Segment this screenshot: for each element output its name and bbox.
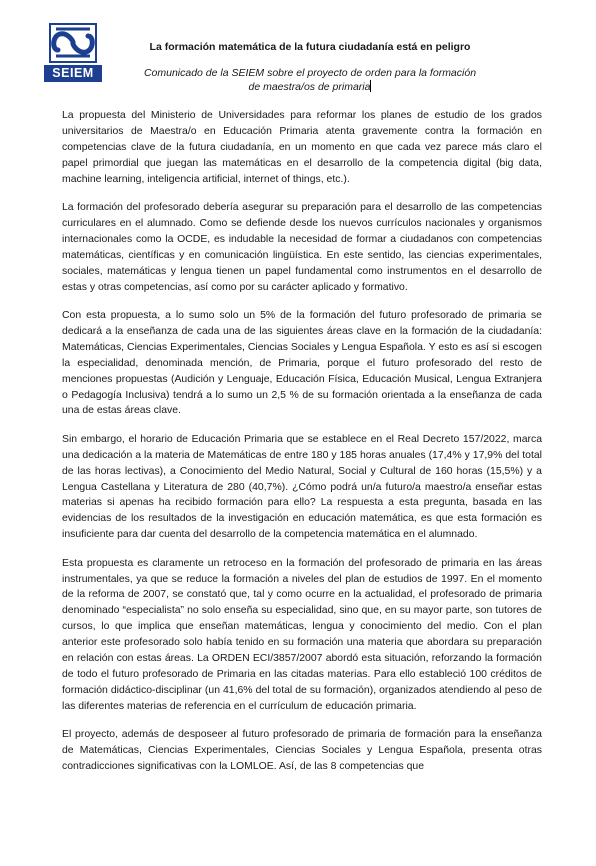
- paragraph: La formación del profesorado debería asegurar su preparación para el desarrollo de las competencias curriculares en el alumnado. Como se defiende desde los nuevos currículos nacionales y organismos internacionales como la OCDE, es indudable la necesidad de formar a ciudadanos con competencias matemáticas, científicas y en comunicación lingüística. En este sentido, las ciencias experimentales, sociales, matemáticas y lengua tienen un papel fundamental como instrumentos en el desarrollo de estas y otras competencias, así como por su carácter aplicado y formativo.: [62, 202, 542, 293]
- paragraph: Esta propuesta es claramente un retroceso en la formación del profesorado de primaria en las áreas instrumentales, ya que se reduce la formación a niveles del plan de estudios de 1997. En el momento de la reforma de 2007, se constató que, tal y como ocurre en la actualidad, el profesorado de primaria denominado “especialista” no solo enseña su especialidad, sino que, en su mayor parte, son tutores de cursos, lo que implica que enseñan matemáticas, lengua y conocimiento del medio. Con el plan anterior este profesorado solo había tenido en su formación una materia que abordara su preparación en relación con estas áreas. La ORDEN ECI/3857/2007 abordó esta situación, reforzando la formación de todo el futuro profesorado de Primaria en las citadas materias. Para ello estableció 100 créditos de formación didáctico-disciplinar (un 41,6% del total de su formación), organizados atendiendo al peso de las diferentes materias de referencia en el currículum de educación primaria.: [62, 557, 542, 712]
- seiem-logo-emblem: [44, 20, 102, 66]
- document-title: La formación matemática de la futura ciudadanía está en peligro: [149, 41, 471, 53]
- paragraph: Sin embargo, el horario de Educación Primaria que se establece en el Real Decreto 157/2022, marca una dedicación a la materia de Matemáticas de entre 180 y 185 horas anuales (17,4% y 17,9% del total de las horas lectivas), a Conocimiento del Medio Natural, Social y Cultural de 160 horas (15,5%) y a Lengua Castellana y Literatura de 280 (40,7%). ¿Cómo podrá un/a futuro/a maestro/a enseñar estas materias si apenas ha recibido formación para ello? La respuesta a esta pregunta, basada en las evidencias de los resultados de la investigación en educación matemática, es que esta formación es insuficiente para dar cuenta del desarrollo de la competencia matemática en el alumnado.: [62, 433, 542, 541]
- paragraph: La propuesta del Ministerio de Universidades para reformar los planes de estudio de los grados universitarios de Maestra/o en Educación Primaria atenta gravemente contra la formación en competencias clave de la futura ciudadanía, en un momento en que cada vez parece más claro el papel primordial que juegan las matemáticas en el desarrollo de la competencia digital (big data, machine learning, inteligencia artificial, internet of things, etc.).: [62, 110, 542, 185]
- subtitle-line-2: de maestra/os de primaria: [248, 81, 371, 93]
- text-cursor: [370, 80, 371, 92]
- document-body: [62, 108, 542, 787]
- logo-wordmark: SEIEM: [44, 65, 102, 82]
- seiem-logo: [44, 20, 102, 82]
- paragraph: Con esta propuesta, a lo sumo solo un 5% de la formación del futuro profesorado de primaria se dedicará a la enseñanza de cada una de las siguientes áreas clave en la formación de la ciudadanía: Matemáticas, Ciencias Experimentales, Ciencias Sociales y Lengua Española. Y esto es así si escogen la especialidad, denominada mención, de Primaria, porque el futuro profesorado del resto de menciones propuestas (Audición y Lenguaje, Educación Física, Educación Musical, Lengua Extranjera o Pedagogía Inclusiva) tendrá a lo sumo un 2,5 % de su formación orientada a la enseñanza de cada una de estas áreas clave.: [62, 309, 542, 417]
- document-subtitle: [110, 66, 510, 94]
- paragraph: El proyecto, además de desposeer al futuro profesorado de primaria de formación para la enseñanza de Matemáticas, Ciencias Experimentales, Ciencias Sociales y Lengua Española, presenta otras contradicciones significativas con la LOMLOE. Así, de las 8 competencias que: [62, 729, 542, 773]
- subtitle-line-1: Comunicado de la SEIEM sobre el proyecto de orden para la formación: [143, 67, 477, 79]
